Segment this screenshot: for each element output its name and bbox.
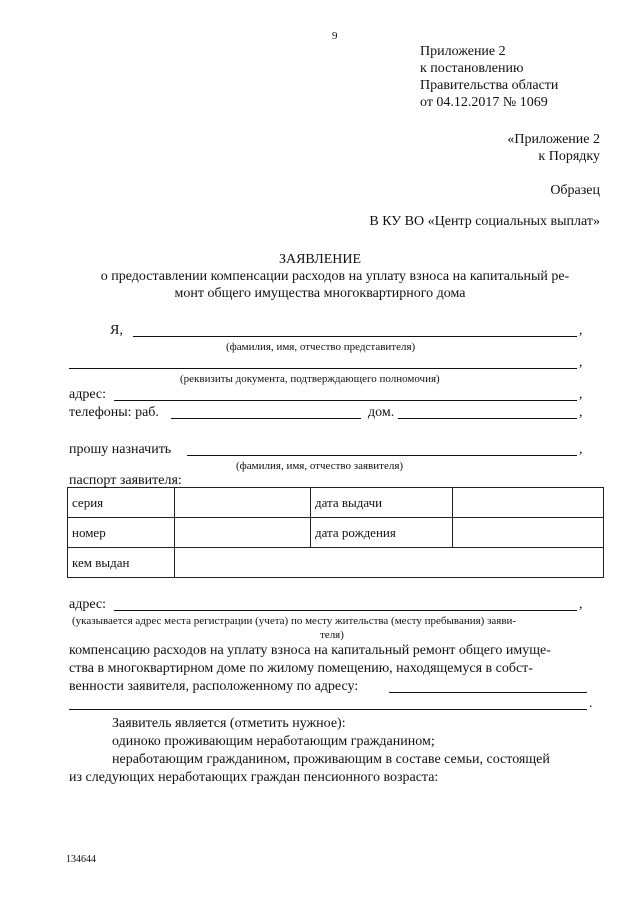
appendix-order-line-1: «Приложение 2 [507, 132, 600, 147]
option-1[interactable]: одиноко проживающим неработающим гражданином; [112, 734, 435, 749]
issue-date-field[interactable] [453, 488, 604, 518]
series-field[interactable] [175, 488, 311, 518]
address2-field[interactable] [114, 610, 577, 611]
option-2-line-1[interactable]: неработающим гражданином, проживающим в составе семьи, состоящей [112, 752, 550, 767]
series-label: серия [68, 488, 175, 518]
recipient: В КУ ВО «Центр социальных выплат» [369, 214, 600, 229]
address2-label: адрес: [69, 597, 107, 612]
i-label: Я, [110, 323, 123, 338]
birth-date-label: дата рождения [311, 518, 453, 548]
issued-by-label: кем выдан [68, 548, 175, 578]
home-label: дом. [368, 405, 395, 420]
birth-date-field[interactable] [453, 518, 604, 548]
address-field[interactable] [114, 400, 577, 401]
caption-document: (реквизиты документа, подтверждающего полномочия) [180, 373, 440, 385]
applicant-is: Заявитель является (отметить нужное): [112, 716, 346, 731]
document-subtitle-line-2: монт общего имущества многоквартирного дома [174, 286, 466, 301]
caption-representative: (фамилия, имя, отчество представителя) [226, 341, 416, 353]
number-label: номер [68, 518, 175, 548]
representative-name-field[interactable] [133, 336, 577, 337]
page-number: 9 [332, 30, 338, 42]
appendix-line-4: от 04.12.2017 № 1069 [420, 95, 548, 110]
option-2-line-2: из следующих неработающих граждан пенсионного возраста: [69, 770, 439, 785]
footer-code: 134644 [66, 854, 96, 865]
appendix-line-3: Правительства области [420, 78, 559, 93]
work-phone-field[interactable] [171, 418, 361, 419]
authority-document-field[interactable] [69, 368, 577, 369]
comma-6: , [579, 597, 583, 612]
document-title: ЗАЯВЛЕНИЕ [278, 252, 362, 267]
address-label: адрес: [69, 387, 107, 402]
appendix-line-2: к постановлению [420, 61, 524, 76]
comma-5: , [579, 442, 583, 457]
comma-1: , [579, 323, 583, 338]
appendix-line-1: Приложение 2 [420, 44, 506, 59]
property-address-field[interactable] [389, 692, 587, 693]
issue-date-label: дата выдачи [311, 488, 453, 518]
comma-2: , [579, 355, 583, 370]
passport-table [67, 487, 604, 578]
address2-caption-line-1: (указывается адрес места регистрации (учета) по месту жительства (месту пребывания) заяви- [72, 615, 517, 627]
comma-3: , [579, 387, 583, 402]
issued-by-field[interactable] [175, 548, 604, 578]
passport-label: паспорт заявителя: [69, 473, 182, 488]
phones-label: телефоны: раб. [69, 405, 159, 420]
table-row [68, 518, 604, 548]
home-phone-field[interactable] [398, 418, 577, 419]
number-field[interactable] [175, 518, 311, 548]
property-address-field-2[interactable] [69, 709, 587, 710]
request-label: прошу назначить [69, 442, 172, 457]
body-line-3: венности заявителя, расположенному по адресу: [69, 679, 359, 694]
comma-4: , [579, 405, 583, 420]
table-row [68, 548, 604, 578]
caption-applicant: (фамилия, имя, отчество заявителя) [236, 460, 404, 472]
table-row [68, 488, 604, 518]
document-subtitle-line-1: о предоставлении компенсации расходов на уплату взноса на капитальный ре- [100, 269, 570, 284]
appendix-order-line-2: к Порядку [538, 149, 600, 164]
period: . [589, 696, 593, 711]
body-line-2: ства в многоквартирном доме по жилому помещению, находящемуся в собст- [69, 661, 533, 676]
body-line-1: компенсацию расходов на уплату взноса на капитальный ремонт общего имуще- [69, 643, 551, 658]
sample-label: Образец [550, 183, 600, 198]
address2-caption-line-2: теля) [320, 629, 344, 641]
applicant-name-field[interactable] [187, 455, 577, 456]
